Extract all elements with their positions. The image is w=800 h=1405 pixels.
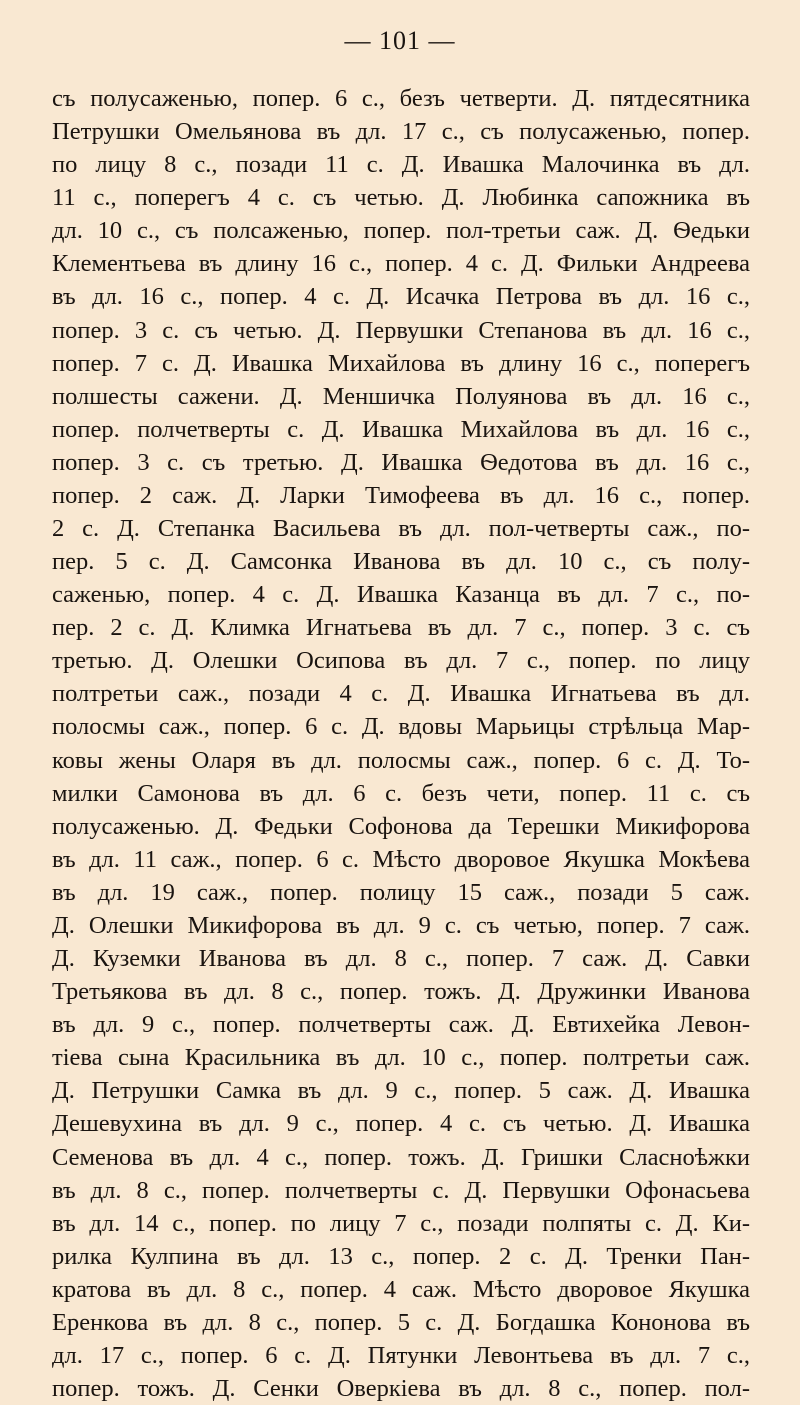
text-line: 2 с. Д. Степанка Васильева въ дл. пол-четверты саж., по- xyxy=(52,515,750,543)
text-line: третью. Д. Олешки Осипова въ дл. 7 с., попер. по лицу xyxy=(52,647,750,675)
text-line: въ дл. 19 саж., попер. полицу 15 саж., позади 5 саж. xyxy=(52,878,750,906)
text-line: полтретьи саж., позади 4 с. Д. Ивашка Игнатьева въ дл. xyxy=(52,680,750,708)
text-line: саженью, попер. 4 с. Д. Ивашка Казанца въ дл. 7 с., по- xyxy=(52,581,750,609)
text-line: полосмы саж., попер. 6 с. Д. вдовы Марьицы стрѣльца Мар- xyxy=(52,713,750,741)
text-line: Семенова въ дл. 4 с., попер. тожъ. Д. Гришки Сласноѣжки xyxy=(52,1143,750,1171)
text-line: пер. 5 с. Д. Самсонка Иванова въ дл. 10 с., съ полу- xyxy=(52,548,750,576)
text-line: въ дл. 16 с., попер. 4 с. Д. Исачка Петрова въ дл. 16 с., xyxy=(52,283,750,311)
text-line: въ дл. 9 с., попер. полчетверты саж. Д. Евтихейка Левон- xyxy=(52,1011,750,1039)
text-line: 11 с., поперегъ 4 с. съ четью. Д. Любинка сапожника въ xyxy=(52,184,750,212)
text-line: въ дл. 8 с., попер. полчетверты с. Д. Первушки Офонасьева xyxy=(52,1176,750,1204)
text-line: Д. Олешки Микифорова въ дл. 9 с. съ четью, попер. 7 саж. xyxy=(52,911,750,939)
text-line: въ дл. 11 саж., попер. 6 с. Мѣсто дворовое Якушка Мокѣева xyxy=(52,845,750,873)
text-line: попер. 2 саж. Д. Ларки Тимофеева въ дл. 16 с., попер. xyxy=(52,481,750,509)
text-line: Третьякова въ дл. 8 с., попер. тожъ. Д. Дружинки Иванова xyxy=(52,978,750,1006)
text-line: попер. полчетверты с. Д. Ивашка Михайлова въ дл. 16 с., xyxy=(52,415,750,443)
text-line: пер. 2 с. Д. Климка Игнатьева въ дл. 7 с., попер. 3 с. съ xyxy=(52,614,750,642)
text-line: кратова въ дл. 8 с., попер. 4 саж. Мѣсто дворовое Якушка xyxy=(52,1275,750,1303)
text-line: дл. 10 с., съ полсаженью, попер. пол-третьи саж. Д. Ѳедьки xyxy=(52,217,750,245)
text-line: Д. Куземки Иванова въ дл. 8 с., попер. 7 саж. Д. Савки xyxy=(52,945,750,973)
text-line: полусаженью. Д. Федьки Софонова да Терешки Микифорова xyxy=(52,812,750,840)
page-number: — 101 — xyxy=(344,26,456,55)
text-line: Клементьева въ длину 16 с., попер. 4 с. Д. Фильки Андреева xyxy=(52,250,750,278)
text-line: Еренкова въ дл. 8 с., попер. 5 с. Д. Богдашка Кононова въ xyxy=(52,1308,750,1336)
text-line: въ дл. 14 с., попер. по лицу 7 с., позади полпяты с. Д. Ки- xyxy=(52,1209,750,1237)
text-line: попер. 7 с. Д. Ивашка Михайлова въ длину 16 с., поперегъ xyxy=(52,349,750,377)
text-line: Петрушки Омельянова въ дл. 17 с., съ полусаженью, попер. xyxy=(52,118,750,146)
text-line: милки Самонова въ дл. 6 с. безъ чети, попер. 11 с. съ xyxy=(52,779,750,807)
text-line: ковы жены Оларя въ дл. полосмы саж., попер. 6 с. Д. То- xyxy=(52,746,750,774)
text-line: Дешевухина въ дл. 9 с., попер. 4 с. съ четью. Д. Ивашка xyxy=(52,1110,750,1138)
text-line: дл. 17 с., попер. 6 с. Д. Пятунки Левонтьева въ дл. 7 с., xyxy=(52,1341,750,1369)
text-line: Д. Петрушки Самка въ дл. 9 с., попер. 5 саж. Д. Ивашка xyxy=(52,1077,750,1105)
page-text-body xyxy=(52,82,750,1405)
text-line: полшесты сажени. Д. Меншичка Полуянова въ дл. 16 с., xyxy=(52,382,750,410)
text-line: съ полусаженью, попер. 6 с., безъ четверти. Д. пятдесятника xyxy=(52,85,750,112)
text-line: попер. 3 с. съ третью. Д. Ивашка Ѳедотова въ дл. 16 с., xyxy=(52,448,750,476)
text-line: по лицу 8 с., позади 11 с. Д. Ивашка Малочинка въ дл. xyxy=(52,151,750,179)
text-line: тіева сына Красильника въ дл. 10 с., попер. полтретьи саж. xyxy=(52,1044,750,1072)
text-line: попер. тожъ. Д. Сенки Оверкіева въ дл. 8 с., попер. пол- xyxy=(52,1375,750,1403)
text-line: рилка Кулпина въ дл. 13 с., попер. 2 с. Д. Тренки Пан- xyxy=(52,1242,750,1270)
text-line: попер. 3 с. съ четью. Д. Первушки Степанова въ дл. 16 с., xyxy=(52,316,750,344)
